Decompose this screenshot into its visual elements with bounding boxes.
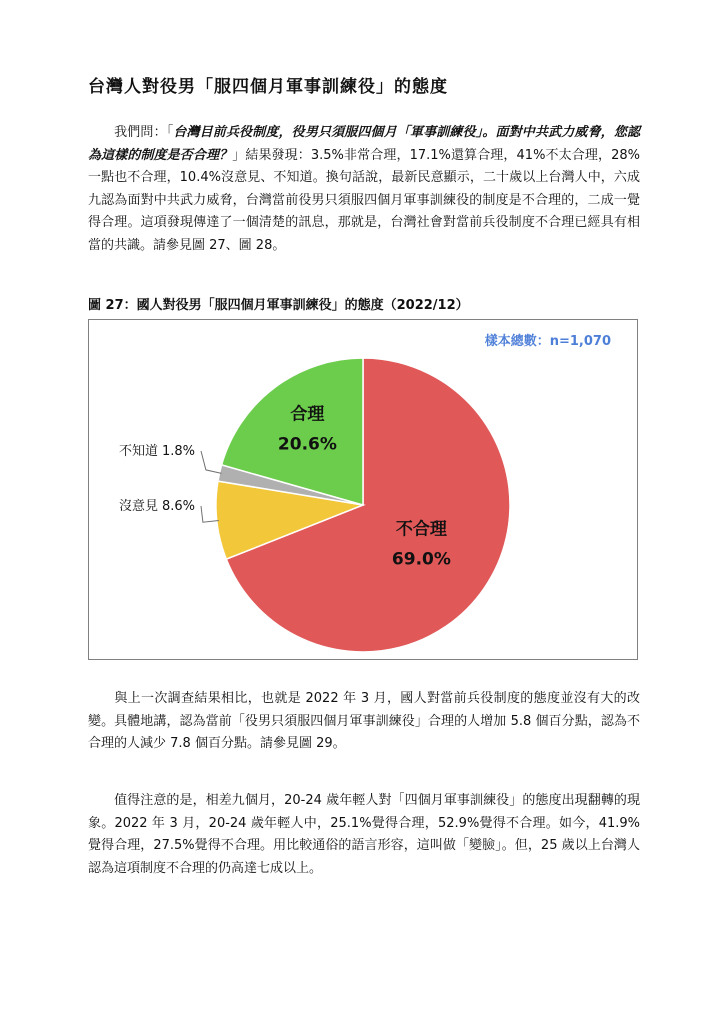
figure-caption: 圖 27：國人對役男「服四個月軍事訓練役」的態度（2022/12）	[88, 298, 469, 313]
paragraph-text: 值得注意的是，相差九個月，20-24 歲年輕人對「四個月軍事訓練役」的態度出現翻轉的現象。2022 年 3 月，20-24 歲年輕人中，25.1%覺得合理，52.9%覺得不合理。如今，41.9%覺得合理，27.5%覺得不合理。用比較通俗的語言形容，這叫做「變臉」。但，25 歲以上台灣人認為這項制度不合理的仍高達七成以上。	[88, 793, 640, 876]
page-title: 台灣人對役男「服四個月軍事訓練役」的態度	[88, 77, 448, 97]
slice-value-4: 20.6%	[277, 434, 337, 455]
paragraph-youth-shift	[88, 790, 640, 880]
paragraph-survey-result	[88, 122, 640, 257]
paragraph-comparison	[88, 688, 640, 756]
slice-label-2: 沒意見	[118, 499, 158, 514]
pie-slices	[216, 358, 510, 652]
sample-size-note: 樣本總數：n=1,070	[484, 334, 611, 349]
figure-frame	[88, 319, 638, 660]
slice-value-3: 1.8%	[161, 444, 195, 459]
slice-label-1: 不合理	[395, 519, 447, 540]
outside-label-3	[119, 444, 195, 459]
slice-value-1: 69.0%	[391, 549, 451, 570]
paragraph-rest: 」結果發現：3.5%非常合理，17.1%還算合理，41%不太合理，28%一點也不合理，10.4%沒意見、不知道。換句話說，最新民意顯示，二十歲以上台灣人中，六成九認為面對中共武力威脅，台灣當前役男只須服四個月軍事訓練役的制度是不合理的，二成一覺得合理。這項發現傳達了一個清楚的訊息，那就是，台灣社會對當前兵役制度不合理已經具有相當的共識。請參見圖 27、圖 28。	[88, 147, 640, 253]
paragraph-lead: 我們問：「	[114, 125, 174, 140]
pie-chart	[89, 320, 639, 661]
slice-label-3: 不知道	[118, 444, 158, 459]
paragraph-text: 與上一次調查結果相比，也就是 2022 年 3 月，國人對當前兵役制度的態度並沒有大的改變。具體地講，認為當前「役男只須服四個月軍事訓練役」合理的人增加 5.8 個百分點，認為不合理的人減少 7.8 個百分點。請參見圖 29。	[88, 691, 640, 751]
leader-line-3	[201, 451, 222, 473]
survey-question: 台灣目前兵役制度，役男只須服四個月「軍事訓練役」。面對中共武力威脅，您認為這樣的制度是否合理？	[88, 125, 640, 163]
slice-label-4: 合理	[290, 404, 325, 425]
slice-value-2: 8.6%	[161, 499, 195, 514]
outside-label-2	[119, 499, 195, 514]
